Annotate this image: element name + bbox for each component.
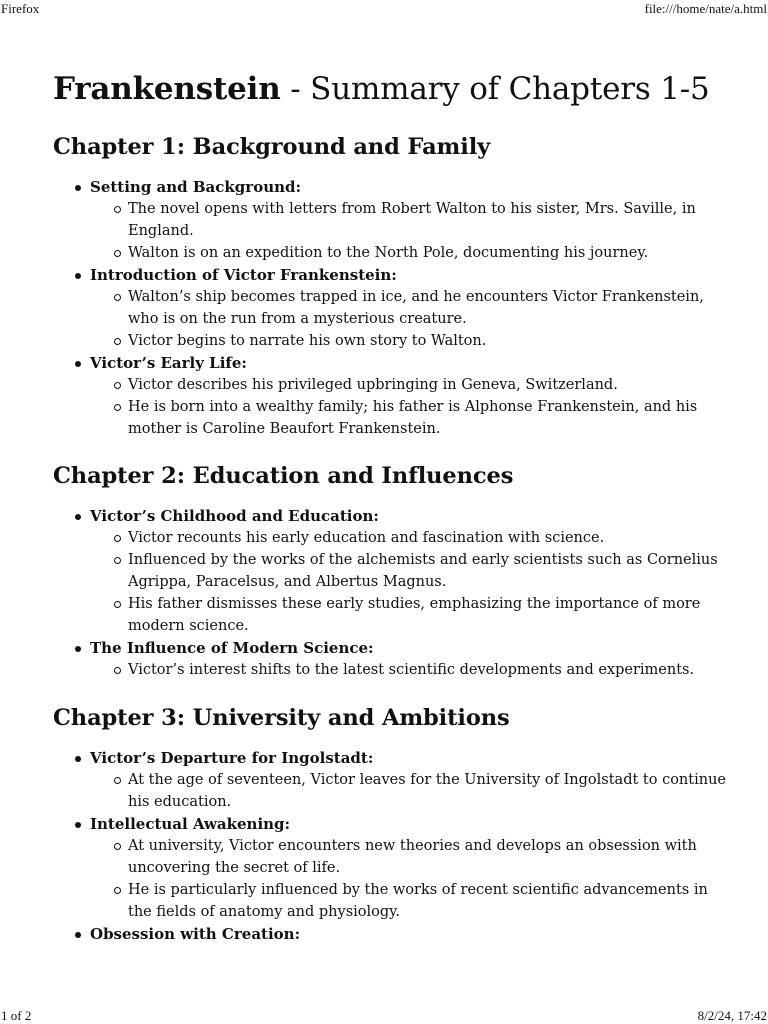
topic-item (53, 747, 733, 813)
circle-bullet-icon (114, 601, 121, 608)
topic-title: Intellectual Awakening: (90, 815, 291, 833)
detail-item (90, 835, 728, 879)
document-body (53, 66, 733, 945)
topic-list (53, 505, 733, 681)
detail-text: He is born into a wealthy family; his father is Alphonse Frankenstein, and his mother is Caroline Beaufort Frankenstein. (128, 399, 698, 437)
detail-text: The novel opens with letters from Robert Walton to his sister, Mrs. Saville, in England. (128, 201, 696, 239)
bullet-dot-icon (75, 185, 81, 191)
topic-title: Victor’s Childhood and Education: (90, 507, 379, 525)
detail-list (90, 374, 733, 440)
circle-bullet-icon (114, 250, 121, 257)
topic-item (53, 923, 733, 945)
page-indicator: 1 of 2 (1, 1008, 32, 1023)
detail-item (90, 593, 728, 637)
topic-list (53, 176, 733, 440)
topic-item (53, 176, 733, 264)
detail-text: His father dismisses these early studies, emphasizing the importance of more modern science. (128, 596, 701, 634)
topic-item (53, 505, 733, 637)
detail-item (90, 330, 728, 352)
detail-item (90, 286, 728, 330)
detail-item (90, 549, 728, 593)
topic-title: Victor’s Departure for Ingolstadt: (90, 749, 374, 767)
topic-title: Victor’s Early Life: (90, 354, 247, 372)
detail-item (90, 374, 728, 396)
browser-name: Firefox (1, 1, 40, 16)
detail-list (90, 198, 733, 264)
print-header (0, 1, 768, 17)
topic-title: Obsession with Creation: (90, 925, 301, 943)
circle-bullet-icon (114, 404, 121, 411)
detail-item (90, 659, 728, 681)
detail-item (90, 396, 728, 440)
detail-text: Victor begins to narrate his own story to Walton. (128, 333, 487, 349)
topic-list (53, 747, 733, 945)
detail-list (90, 286, 733, 352)
circle-bullet-icon (114, 843, 121, 850)
detail-item (90, 527, 728, 549)
detail-list (90, 527, 733, 637)
detail-text: At university, Victor encounters new theories and develops an obsession with uncovering the secret of life. (128, 838, 697, 876)
chapter-heading: Chapter 3: University and Ambitions (53, 705, 510, 731)
page-title-rest: - Summary of Chapters 1-5 (280, 71, 710, 107)
circle-bullet-icon (114, 887, 121, 894)
circle-bullet-icon (114, 206, 121, 213)
topic-title: The Influence of Modern Science: (90, 639, 374, 657)
print-timestamp: 8/2/24, 17:42 (697, 1008, 767, 1023)
circle-bullet-icon (114, 338, 121, 345)
chapter-section (53, 132, 733, 440)
file-path: file:///home/nate/a.html (644, 1, 767, 16)
circle-bullet-icon (114, 382, 121, 389)
detail-list (90, 769, 733, 813)
detail-text: Walton’s ship becomes trapped in ice, and he encounters Victor Frankenstein, who is on the run from a mysterious creature. (128, 289, 704, 327)
detail-list (90, 659, 733, 681)
detail-item (90, 769, 728, 813)
detail-text: Victor describes his privileged upbringing in Geneva, Switzerland. (128, 377, 618, 393)
detail-text: Influenced by the works of the alchemists and early scientists such as Cornelius Agrippa, Paracelsus, and Albertus Magnus. (128, 552, 718, 590)
chapter-heading: Chapter 2: Education and Influences (53, 463, 514, 489)
bullet-dot-icon (75, 361, 81, 367)
topic-item (53, 264, 733, 352)
detail-item (90, 879, 728, 923)
print-footer (0, 1008, 768, 1024)
topic-item (53, 813, 733, 923)
chapter-section (53, 703, 733, 945)
detail-item (90, 242, 728, 264)
detail-text: Victor’s interest shifts to the latest scientific developments and experiments. (128, 662, 695, 678)
chapter-heading: Chapter 1: Background and Family (53, 134, 491, 160)
detail-list (90, 835, 733, 923)
bullet-dot-icon (75, 756, 81, 762)
topic-title: Introduction of Victor Frankenstein: (90, 266, 397, 284)
detail-text: At the age of seventeen, Victor leaves for the University of Ingolstadt to continue his education. (128, 772, 726, 810)
circle-bullet-icon (114, 667, 121, 674)
bullet-dot-icon (75, 273, 81, 279)
topic-item (53, 637, 733, 681)
chapter-section (53, 461, 733, 681)
page-title-strong: Frankenstein (53, 71, 281, 107)
bullet-dot-icon (75, 514, 81, 520)
detail-text: He is particularly influenced by the works of recent scientific advancements in the fields of anatomy and physiology. (128, 882, 708, 920)
circle-bullet-icon (114, 777, 121, 784)
detail-text: Victor recounts his early education and fascination with science. (128, 530, 605, 546)
page-title (53, 66, 733, 112)
bullet-dot-icon (75, 646, 81, 652)
topic-title: Setting and Background: (90, 178, 302, 196)
bullet-dot-icon (75, 822, 81, 828)
detail-item (90, 198, 728, 242)
topic-item (53, 352, 733, 440)
bullet-dot-icon (75, 932, 81, 938)
circle-bullet-icon (114, 557, 121, 564)
detail-text: Walton is on an expedition to the North Pole, documenting his journey. (128, 245, 649, 261)
circle-bullet-icon (114, 535, 121, 542)
circle-bullet-icon (114, 294, 121, 301)
